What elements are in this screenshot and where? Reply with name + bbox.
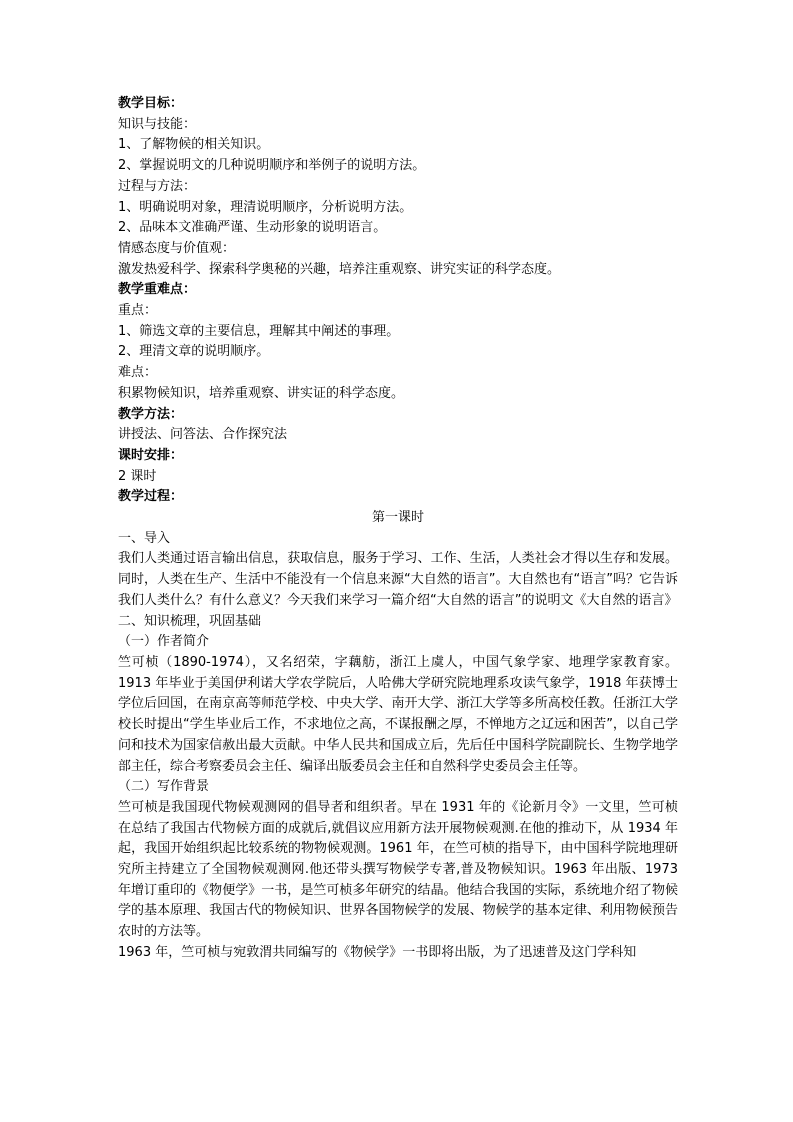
knowledge-skills-label: 知识与技能： [118, 116, 197, 132]
lesson-title: 第一课时 [371, 510, 424, 526]
author-intro-label: （一）作者简介 [118, 634, 210, 650]
process-method-label: 过程与方法： [118, 178, 197, 194]
background-paragraph-2: 1963 年，竺可桢与宛敦渭共同编写的《物候学》一书即将出版，为了迅速普及这门学科知 [118, 944, 637, 960]
key-points-label: 重点： [118, 303, 158, 319]
process-item-1: 1、明确说明对象，理清说明顺序，分析说明方法。 [118, 199, 413, 215]
intro-paragraph: 我们人类通过语言输出信息，获取信息，服务于学习、工作、生活，人类社会才得以生存和发展。同时，人类在生产、生活中不能没有一个信息来源“大自然的语言”。大自然也有“语言”吗？它告诉我们人类什么？有什么意义？今天我们来学习一篇介绍“大自然的语言”的说明文《大自然的语言》 [118, 551, 678, 608]
background-label: （二）写作背景 [118, 779, 210, 795]
process-item-2: 2、品味本文准确严谨、生动形象的说明语言。 [118, 220, 387, 236]
emotion-values-label: 情感态度与价值观： [118, 240, 236, 256]
knowledge-item-2: 2、掌握说明文的几种说明顺序和举例子的说明方法。 [118, 158, 426, 174]
background-paragraph-1: 竺可桢是我国现代物候观测网的倡导者和组织者。早在 1931 年的《论新月令》一文里，竺可桢在总结了我国古代物候方面的成就后,就倡议应用新方法开展物候观测.在他的推动下，从 1934 年起，我国开始组织起比较系统的物物候观测。1961 年，在竺可桢的指导下，由中国科学院地理研究所主持建立了全国物候观测网.他还带头撰写物候学专著,普及物候知识。1963 年出版、1973 年增订重印的《物便学》一书，是竺可桢多年研究的结晶。他结合我国的实际，系统地介绍了物候学的基本原理、我国古代的物候知识、世界各国物候学的发展、物候学的基本定律、利用物候预告农时的方法等。 [118, 799, 678, 940]
knowledge-item-1: 1、了解物候的相关知识。 [118, 137, 270, 153]
emotion-item-1: 激发热爱科学、探索科学奥秘的兴趣，培养注重观察、讲究实证的科学态度。 [118, 261, 561, 277]
intro-label: 一、导入 [118, 530, 171, 546]
schedule-text: 2 课时 [118, 468, 157, 484]
teaching-process-heading: 教学过程： [118, 489, 184, 505]
teaching-methods-text: 讲授法、问答法、合作探究法 [118, 427, 288, 443]
key-point-1: 1、筛选文章的主要信息，理解其中阐述的事理。 [118, 323, 400, 339]
key-difficult-heading: 教学重难点： [118, 282, 197, 298]
teaching-goals-heading: 教学目标： [118, 96, 184, 111]
difficult-points-label: 难点： [118, 365, 158, 381]
knowledge-sort-label: 二、知识梳理，巩固基础 [118, 613, 262, 629]
teaching-methods-heading: 教学方法： [118, 406, 184, 422]
difficult-point-1: 积累物候知识，培养重观察、讲实证的科学态度。 [118, 385, 405, 401]
schedule-heading: 课时安排： [118, 447, 184, 463]
key-point-2: 2、理清文章的说明顺序。 [118, 344, 270, 360]
document-body [118, 94, 678, 964]
author-paragraph: 竺可桢（1890-1974），又名绍荣，字藕舫，浙江上虞人，中国气象学家、地理学家教育家。1913 年毕业于美国伊利诺大学农学院后，人哈佛大学研究院地理系攻读气象学，1918 年获博士学位后回国，在南京高等师范学校、中央大学、南开大学、浙江大学等多所高校任教。任浙江大学校长时提出“学生毕业后工作，不求地位之高，不谋报酬之厚，不惮地方之辽远和困苦”，以自己学问和技术为国家信赦出最大贡献。中华人民共和国成立后，先后任中国科学院副院长、生物学地学部主任，综合考察委员会主任、编译出版委员会主任和自然科学史委员会主任等。 [118, 654, 678, 774]
